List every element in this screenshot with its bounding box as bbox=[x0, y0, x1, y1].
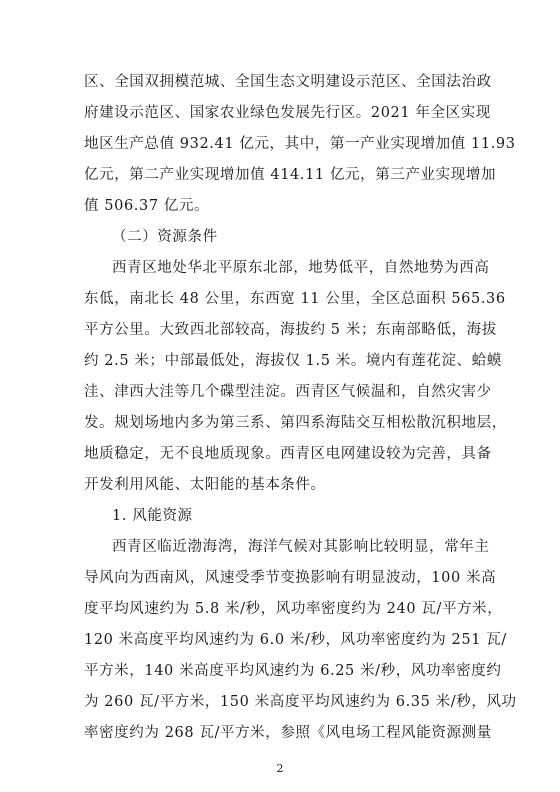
page-number: 2 bbox=[276, 762, 284, 775]
section-heading-resources: （二）资源条件 bbox=[112, 229, 218, 245]
paragraph-line: 导风向为西南风，风速受季节变换影响有明显波动，100 米高 bbox=[84, 570, 497, 586]
paragraph-line: 率密度约为 268 瓦/平方米，参照《风电场工程风能资源测量 bbox=[84, 725, 492, 741]
paragraph-line: 亿元，第二产业实现增加值 414.11 亿元，第三产业实现增加 bbox=[84, 167, 497, 183]
paragraph-line: 西青区临近渤海湾，海洋气候对其影响比较明显，常年主 bbox=[112, 539, 490, 555]
paragraph-line: 度平均风速约为 5.8 米/秒，风功率密度约为 240 瓦/平方米， bbox=[84, 601, 503, 617]
paragraph-line: 约 2.5 米；中部最低处，海拔仅 1.5 米。境内有莲花淀、蛤蟆 bbox=[84, 353, 502, 369]
paragraph-line: 值 506.37 亿元。 bbox=[84, 198, 210, 214]
paragraph-line: 洼、津西大洼等几个碟型洼淀。西青区气候温和，自然灾害少 bbox=[84, 384, 492, 400]
paragraph-line: 区、全国双拥模范城、全国生态文明建设示范区、全国法治政 bbox=[84, 74, 492, 90]
section-heading-wind: 1. 风能资源 bbox=[112, 508, 193, 524]
paragraph-line: 府建设示范区、国家农业绿色发展先行区。2021 年全区实现 bbox=[84, 105, 491, 121]
paragraph-line: 为 260 瓦/平方米，150 米高度平均风速约为 6.35 米/秒，风功 bbox=[84, 694, 517, 710]
paragraph-line: 平方公里。大致西北部较高，海拔约 5 米；东南部略低，海拔 bbox=[84, 322, 497, 338]
paragraph-line: 东低，南北长 48 公里，东西宽 11 公里，全区总面积 565.36 bbox=[84, 291, 506, 307]
paragraph-line: 开发利用风能、太阳能的基本条件。 bbox=[84, 477, 326, 493]
paragraph-line: 120 米高度平均风速约为 6.0 米/秒，风功率密度约为 251 瓦/ bbox=[84, 632, 507, 648]
paragraph-line: 平方米，140 米高度平均风速约为 6.25 米/秒，风功率密度约 bbox=[84, 663, 502, 679]
paragraph-line: 地质稳定，无不良地质现象。西青区电网建设较为完善，具备 bbox=[84, 446, 492, 462]
paragraph-line: 地区生产总值 932.41 亿元，其中，第一产业实现增加值 11.93 bbox=[84, 136, 516, 152]
paragraph-line: 发。规划场地内多为第三系、第四系海陆交互相松散沉积地层， bbox=[84, 415, 507, 431]
paragraph-line: 西青区地处华北平原东北部，地势低平，自然地势为西高 bbox=[112, 260, 490, 276]
